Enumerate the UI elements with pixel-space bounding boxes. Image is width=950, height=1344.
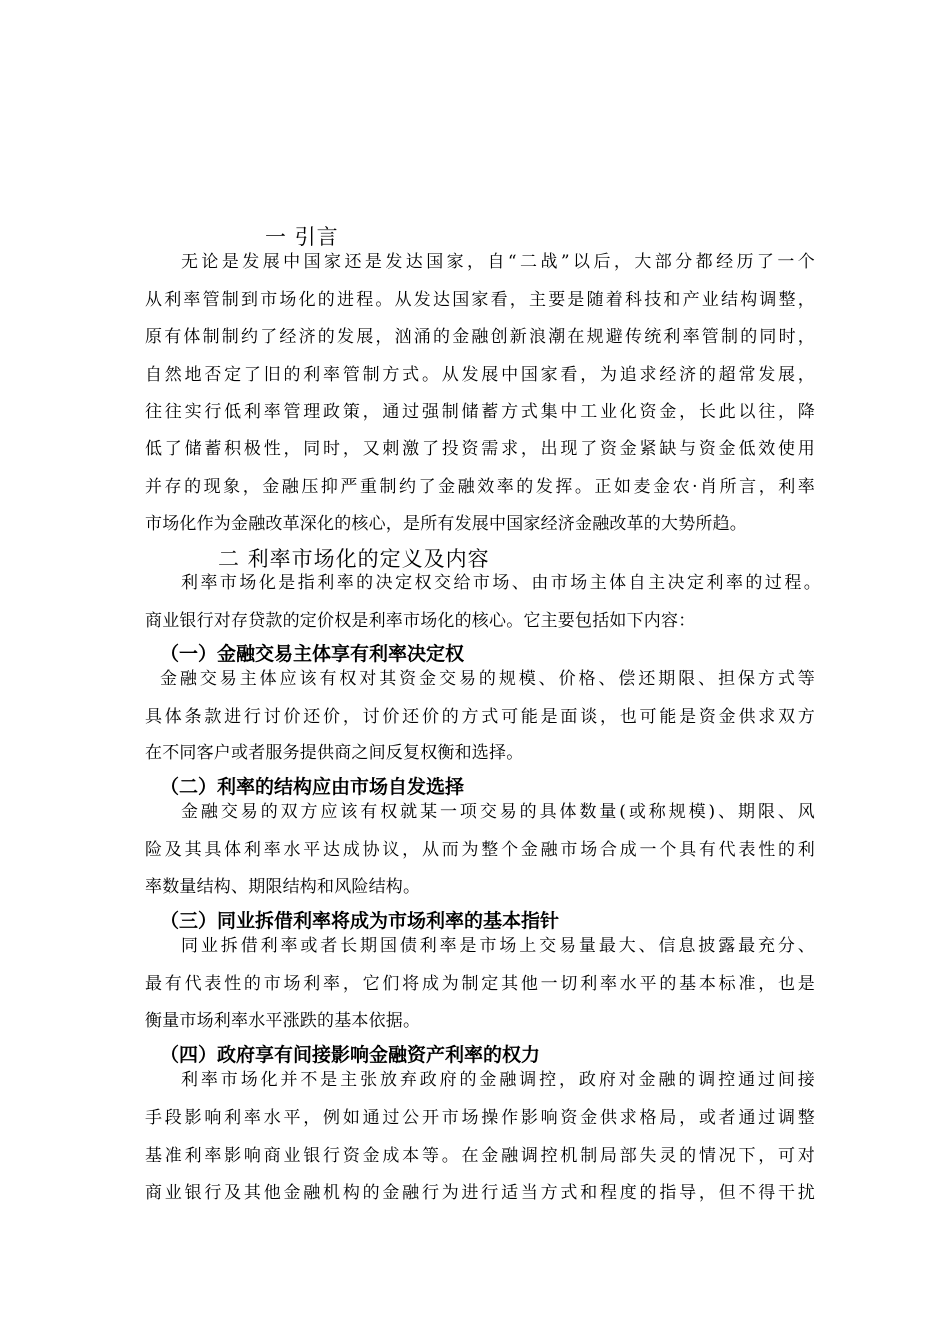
subsection-heading-3: （三）同业拆借利率将成为市场利率的基本指针 (160, 910, 560, 932)
paragraph-line: 市场化作为金融改革深化的核心，是所有发展中国家经济金融改革的大势所趋。 (145, 514, 747, 534)
paragraph-line: 衡量市场利率水平涨跌的基本依据。 (145, 1011, 421, 1031)
paragraph-line: 同业拆借利率或者长期国债利率是市场上交易量最大、信息披露最充分、 (181, 936, 815, 956)
section-heading-introduction: 一 引言 (265, 225, 339, 249)
paragraph-line: 基准利率影响商业银行资金成本等。在金融调控机制局部失灵的情况下，可对 (145, 1146, 815, 1166)
paragraph-line: 具体条款进行讨价还价，讨价还价的方式可能是面谈，也可能是资金供求双方 (145, 707, 815, 727)
paragraph-line: 在不同客户或者服务提供商之间反复权衡和选择。 (145, 743, 524, 763)
paragraph-line: 低了储蓄积极性，同时，又刺激了投资需求，出现了资金紧缺与资金低效使用 (145, 439, 815, 459)
paragraph-line: 最有代表性的市场利率，它们将成为制定其他一切利率水平的基本标准，也是 (145, 974, 815, 994)
paragraph-line: 利率市场化并不是主张放弃政府的金融调控，政府对金融的调控通过间接 (181, 1070, 815, 1090)
subsection-heading-1: （一）金融交易主体享有利率决定权 (160, 643, 465, 665)
subsection-heading-2: （二）利率的结构应由市场自发选择 (160, 776, 465, 798)
paragraph-line: 金融交易主体应该有权对其资金交易的规模、价格、偿还期限、担保方式等 (160, 669, 815, 689)
paragraph-line: 率数量结构、期限结构和风险结构。 (145, 877, 421, 897)
paragraph-line: 并存的现象，金融压抑严重制约了金融效率的发挥。正如麦金农·肖所言，利率 (145, 477, 815, 497)
paragraph-line: 利率市场化是指利率的决定权交给市场、由市场主体自主决定利率的过程。 (181, 573, 821, 593)
paragraph-line: 从利率管制到市场化的进程。从发达国家看，主要是随着科技和产业结构调整， (145, 290, 815, 310)
subsection-heading-4: （四）政府享有间接影响金融资产利率的权力 (160, 1044, 541, 1066)
paragraph-line: 原有体制制约了经济的发展，汹涌的金融创新浪潮在规避传统利率管制的同时， (145, 327, 815, 347)
paragraph-line: 往往实行低利率管理政策，通过强制储蓄方式集中工业化资金，长此以往，降 (145, 402, 815, 422)
paragraph-line: 无论是发展中国家还是发达国家，自“二战”以后，大部分都经历了一个 (181, 252, 815, 272)
paragraph-line: 商业银行对存贷款的定价权是利率市场化的核心。它主要包括如下内容： (145, 611, 696, 631)
paragraph-line: 险及其具体利率水平达成协议，从而为整个金融市场合成一个具有代表性的利 (145, 840, 815, 860)
paragraph-line: 金融交易的双方应该有权就某一项交易的具体数量(或称规模)、期限、风 (181, 802, 815, 822)
section-heading-definition: 二 利率市场化的定义及内容 (218, 547, 490, 571)
paragraph-line: 自然地否定了旧的利率管制方式。从发展中国家看，为追求经济的超常发展， (145, 365, 815, 385)
paragraph-line: 手段影响利率水平，例如通过公开市场操作影响资金供求格局，或者通过调整 (145, 1108, 815, 1128)
paragraph-line: 商业银行及其他金融机构的金融行为进行适当方式和程度的指导，但不得干扰 (145, 1183, 815, 1203)
